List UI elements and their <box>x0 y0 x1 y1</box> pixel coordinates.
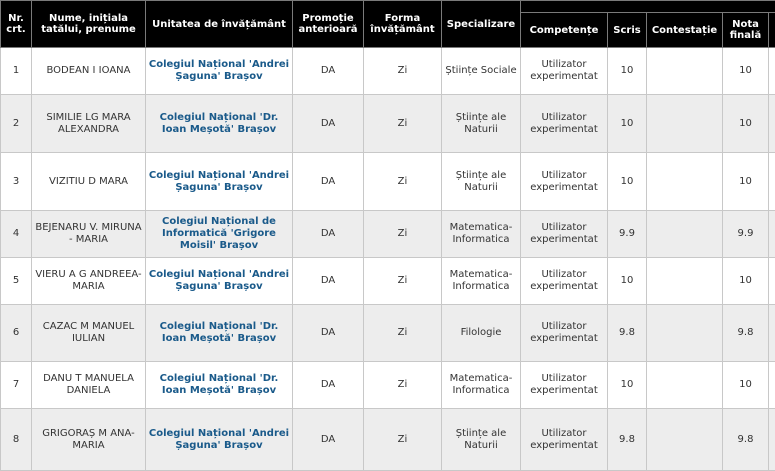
cell-appeal <box>647 48 723 95</box>
cell-final: 10 <box>723 153 769 211</box>
table-row <box>1 305 775 362</box>
cell-nr: 5 <box>1 258 32 305</box>
cell-name: SIMILIE LG MARA ALEXANDRA <box>32 95 146 153</box>
cell-school[interactable]: Colegiul Național 'Andrei Șaguna' Brașov <box>146 258 293 305</box>
cell-specialization: Științe ale Naturii <box>442 95 521 153</box>
cell-final: 10 <box>723 95 769 153</box>
cell-extra <box>769 362 775 409</box>
cell-written: 10 <box>608 258 647 305</box>
cell-school[interactable]: Colegiul Național 'Andrei Șaguna' Brașov <box>146 48 293 95</box>
cell-nr: 2 <box>1 95 32 153</box>
cell-written: 9.8 <box>608 305 647 362</box>
header-final: Nota finală <box>723 13 769 48</box>
cell-written: 10 <box>608 48 647 95</box>
cell-specialization: Filologie <box>442 305 521 362</box>
cell-competence: Utilizator experimentat <box>521 95 608 153</box>
cell-form: Zi <box>364 48 442 95</box>
cell-promotion: DA <box>293 211 364 258</box>
cell-appeal <box>647 258 723 305</box>
cell-appeal <box>647 409 723 471</box>
header-name: Nume, inițiala tatălui, prenume <box>32 1 146 48</box>
cell-name: BEJENARU V. MIRUNA - MARIA <box>32 211 146 258</box>
cell-appeal <box>647 305 723 362</box>
cell-appeal <box>647 153 723 211</box>
cell-specialization: Matematica-Informatica <box>442 258 521 305</box>
header-school: Unitatea de învățământ <box>146 1 293 48</box>
cell-final: 10 <box>723 362 769 409</box>
header-specialization: Specializare <box>442 1 521 48</box>
header-extra <box>769 13 775 48</box>
cell-nr: 6 <box>1 305 32 362</box>
cell-promotion: DA <box>293 305 364 362</box>
cell-competence: Utilizator experimentat <box>521 305 608 362</box>
cell-extra <box>769 95 775 153</box>
cell-form: Zi <box>364 362 442 409</box>
cell-written: 10 <box>608 362 647 409</box>
cell-form: Zi <box>364 409 442 471</box>
cell-appeal <box>647 362 723 409</box>
table-row <box>1 48 775 95</box>
cell-extra <box>769 211 775 258</box>
cell-competence: Utilizator experimentat <box>521 362 608 409</box>
cell-promotion: DA <box>293 95 364 153</box>
cell-appeal <box>647 95 723 153</box>
table-row <box>1 95 775 153</box>
header-group <box>521 1 775 13</box>
cell-final: 9.8 <box>723 305 769 362</box>
cell-form: Zi <box>364 258 442 305</box>
cell-final: 9.8 <box>723 409 769 471</box>
header-appeal: Contestație <box>647 13 723 48</box>
cell-specialization: Matematica-Informatica <box>442 362 521 409</box>
table-row <box>1 211 775 258</box>
cell-school[interactable]: Colegiul Național 'Andrei Șaguna' Brașov <box>146 153 293 211</box>
cell-competence: Utilizator experimentat <box>521 153 608 211</box>
cell-school[interactable]: Colegiul Național 'Andrei Șaguna' Brașov <box>146 409 293 471</box>
cell-extra <box>769 305 775 362</box>
cell-nr: 4 <box>1 211 32 258</box>
cell-name: GRIGORAȘ M ANA-MARIA <box>32 409 146 471</box>
cell-final: 9.9 <box>723 211 769 258</box>
cell-extra <box>769 48 775 95</box>
cell-promotion: DA <box>293 362 364 409</box>
cell-competence: Utilizator experimentat <box>521 258 608 305</box>
cell-competence: Utilizator experimentat <box>521 211 608 258</box>
table-row <box>1 409 775 471</box>
cell-written: 10 <box>608 95 647 153</box>
cell-name: DANU T MANUELA DANIELA <box>32 362 146 409</box>
cell-form: Zi <box>364 95 442 153</box>
cell-competence: Utilizator experimentat <box>521 48 608 95</box>
cell-nr: 1 <box>1 48 32 95</box>
cell-appeal <box>647 211 723 258</box>
cell-nr: 7 <box>1 362 32 409</box>
cell-written: 9.8 <box>608 409 647 471</box>
cell-promotion: DA <box>293 258 364 305</box>
cell-name: CAZAC M MANUEL IULIAN <box>32 305 146 362</box>
table-row <box>1 153 775 211</box>
cell-promotion: DA <box>293 48 364 95</box>
cell-form: Zi <box>364 211 442 258</box>
cell-extra <box>769 258 775 305</box>
table-row <box>1 258 775 305</box>
cell-specialization: Matematica-Informatica <box>442 211 521 258</box>
cell-specialization: Științe ale Naturii <box>442 409 521 471</box>
cell-final: 10 <box>723 258 769 305</box>
cell-final: 10 <box>723 48 769 95</box>
cell-nr: 3 <box>1 153 32 211</box>
cell-extra <box>769 409 775 471</box>
cell-written: 9.9 <box>608 211 647 258</box>
header-promotion: Promoție anterioară <box>293 1 364 48</box>
cell-school[interactable]: Colegiul Național 'Dr. Ioan Meșotă' Brașov <box>146 362 293 409</box>
cell-name: VIZITIU D MARA <box>32 153 146 211</box>
cell-promotion: DA <box>293 409 364 471</box>
cell-written: 10 <box>608 153 647 211</box>
cell-school[interactable]: Colegiul Național de Informatică 'Grigore Moisil' Brașov <box>146 211 293 258</box>
cell-specialization: Științe ale Naturii <box>442 153 521 211</box>
cell-promotion: DA <box>293 153 364 211</box>
cell-name: BODEAN I IOANA <box>32 48 146 95</box>
table-row <box>1 362 775 409</box>
cell-nr: 8 <box>1 409 32 471</box>
cell-competence: Utilizator experimentat <box>521 409 608 471</box>
cell-school[interactable]: Colegiul Național 'Dr. Ioan Meșotă' Brașov <box>146 95 293 153</box>
header-written: Scris <box>608 13 647 48</box>
cell-school[interactable]: Colegiul Național 'Dr. Ioan Meșotă' Brașov <box>146 305 293 362</box>
table-header <box>1 1 775 48</box>
table-body <box>1 48 775 471</box>
cell-name: VIERU A G ANDREEA-MARIA <box>32 258 146 305</box>
header-competence: Competențe <box>521 13 608 48</box>
header-form: Forma învățământ <box>364 1 442 48</box>
cell-extra <box>769 153 775 211</box>
cell-form: Zi <box>364 305 442 362</box>
header-nr: Nr. crt. <box>1 1 32 48</box>
cell-form: Zi <box>364 153 442 211</box>
cell-specialization: Științe Sociale <box>442 48 521 95</box>
